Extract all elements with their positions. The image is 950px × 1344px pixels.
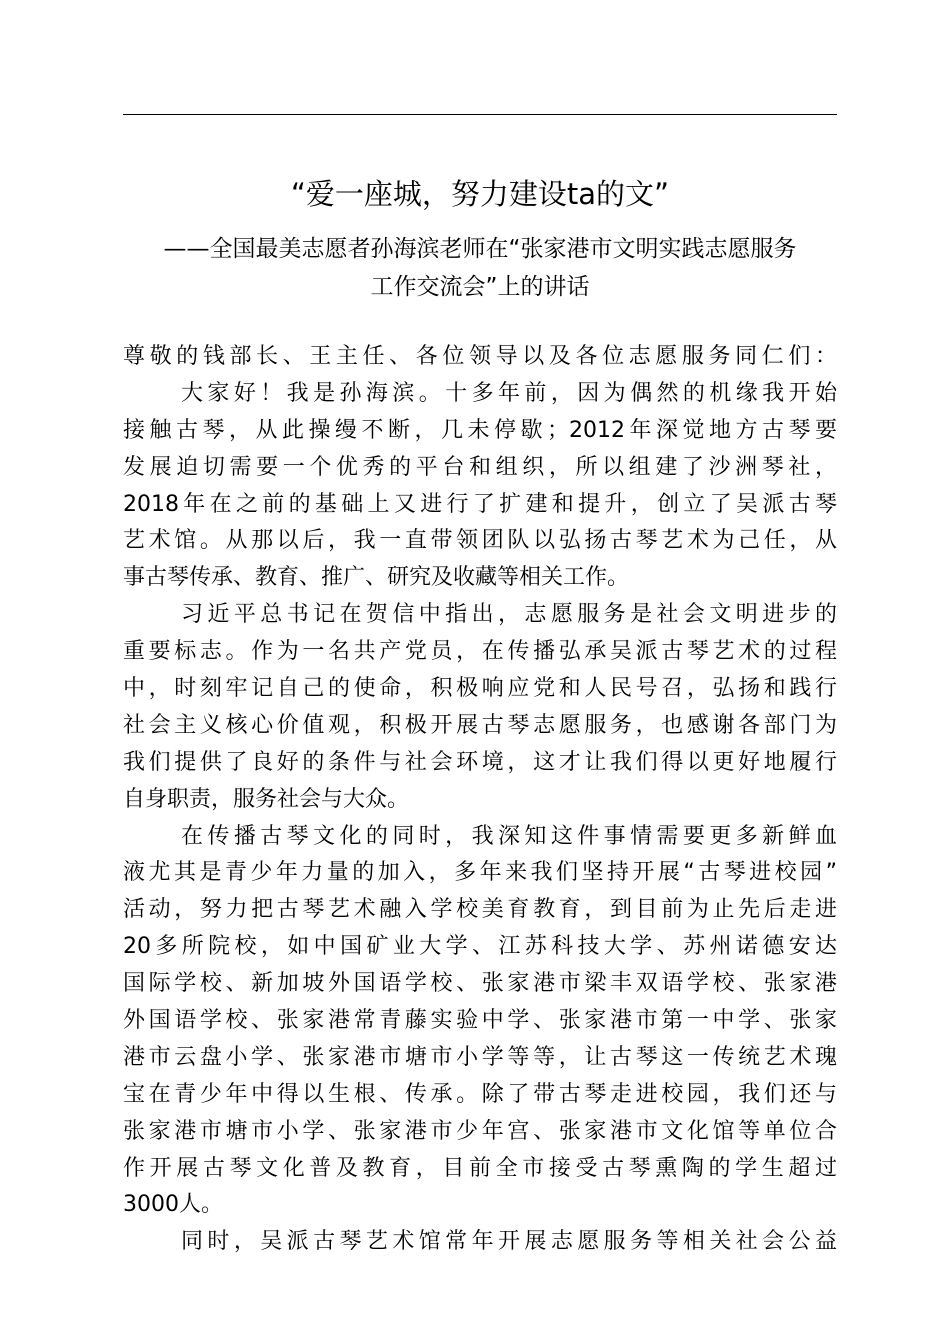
paragraph-line: 港市云盘小学、张家港市塘市小学等等，让古琴这一传统艺术瑰 bbox=[123, 1044, 837, 1070]
paragraph-line: 液尤其是青少年力量的加入，多年来我们坚持开展“古琴进校园” bbox=[123, 860, 837, 886]
paragraph-line: 中，时刻牢记自己的使命，积极响应党和人民号召，弘扬和践行 bbox=[123, 676, 837, 702]
paragraph-line: 国际学校、新加坡外国语学校、张家港市梁丰双语学校、张家港 bbox=[123, 971, 837, 997]
subtitle-line: ——全国最美志愿者孙海滨老师在“张家港市文明实践志愿服务 bbox=[163, 236, 797, 262]
paragraph-line: 社会主义核心价值观，积极开展古琴志愿服务，也感谢各部门为 bbox=[123, 712, 837, 738]
paragraph-line: 活动，努力把古琴艺术融入学校美育教育，到目前为止先后走进 bbox=[123, 897, 837, 923]
paragraph-line: 作开展古琴文化普及教育，目前全市接受古琴熏陶的学生超过 bbox=[123, 1155, 837, 1181]
paragraph-line: 重要标志。作为一名共产党员，在传播弘承吴派古琴艺术的过程 bbox=[123, 639, 837, 665]
paragraph-line: 同时，吴派古琴艺术馆常年开展志愿服务等相关社会公益 bbox=[181, 1229, 837, 1255]
paragraph-line: 大家好！我是孙海滨。十多年前，因为偶然的机缘我开始 bbox=[181, 380, 837, 406]
paragraph-line: 发展迫切需要一个优秀的平台和组织，所以组建了沙洲琴社， bbox=[123, 454, 837, 480]
header-rule bbox=[123, 114, 837, 115]
document-title: “爱一座城，努力建设ta的文” bbox=[290, 177, 670, 211]
speech-body bbox=[123, 339, 837, 1261]
subtitle-line: 工作交流会”上的讲话 bbox=[370, 274, 590, 300]
paragraph-line: 20多所院校，如中国矿业大学、江苏科技大学、苏州诺德安达 bbox=[123, 934, 837, 960]
paragraph-line: 宝在青少年中得以生根、传承。除了带古琴走进校园，我们还与 bbox=[123, 1081, 837, 1107]
paragraph-line: 习近平总书记在贺信中指出，志愿服务是社会文明进步的 bbox=[181, 602, 837, 628]
paragraph-line: 接触古琴，从此操缦不断，几未停歇；2012年深觉地方古琴要 bbox=[123, 417, 837, 443]
paragraph-line: 2018年在之前的基础上又进行了扩建和提升，创立了吴派古琴 bbox=[123, 491, 837, 517]
paragraph-line: 艺术馆。从那以后，我一直带领团队以弘扬古琴艺术为己任，从 bbox=[123, 528, 837, 554]
salutation-line: 尊敬的钱部长、王主任、各位领导以及各位志愿服务同仁们： bbox=[123, 344, 837, 369]
paragraph-line: 在传播古琴文化的同时，我深知这件事情需要更多新鲜血 bbox=[181, 823, 837, 849]
paragraph-line: 我们提供了良好的条件与社会环境，这才让我们得以更好地履行 bbox=[123, 749, 837, 775]
paragraph-line: 自身职责，服务社会与大众。 bbox=[123, 786, 410, 812]
paragraph-line: 张家港市塘市小学、张家港市少年宫、张家港市文化馆等单位合 bbox=[123, 1118, 837, 1144]
paragraph-line: 事古琴传承、教育、推广、研究及收藏等相关工作。 bbox=[123, 565, 630, 591]
paragraph-line: 3000人。 bbox=[123, 1192, 223, 1218]
paragraph-line: 外国语学校、张家港常青藤实验中学、张家港市第一中学、张家 bbox=[123, 1008, 837, 1034]
document-subtitle bbox=[123, 230, 837, 306]
